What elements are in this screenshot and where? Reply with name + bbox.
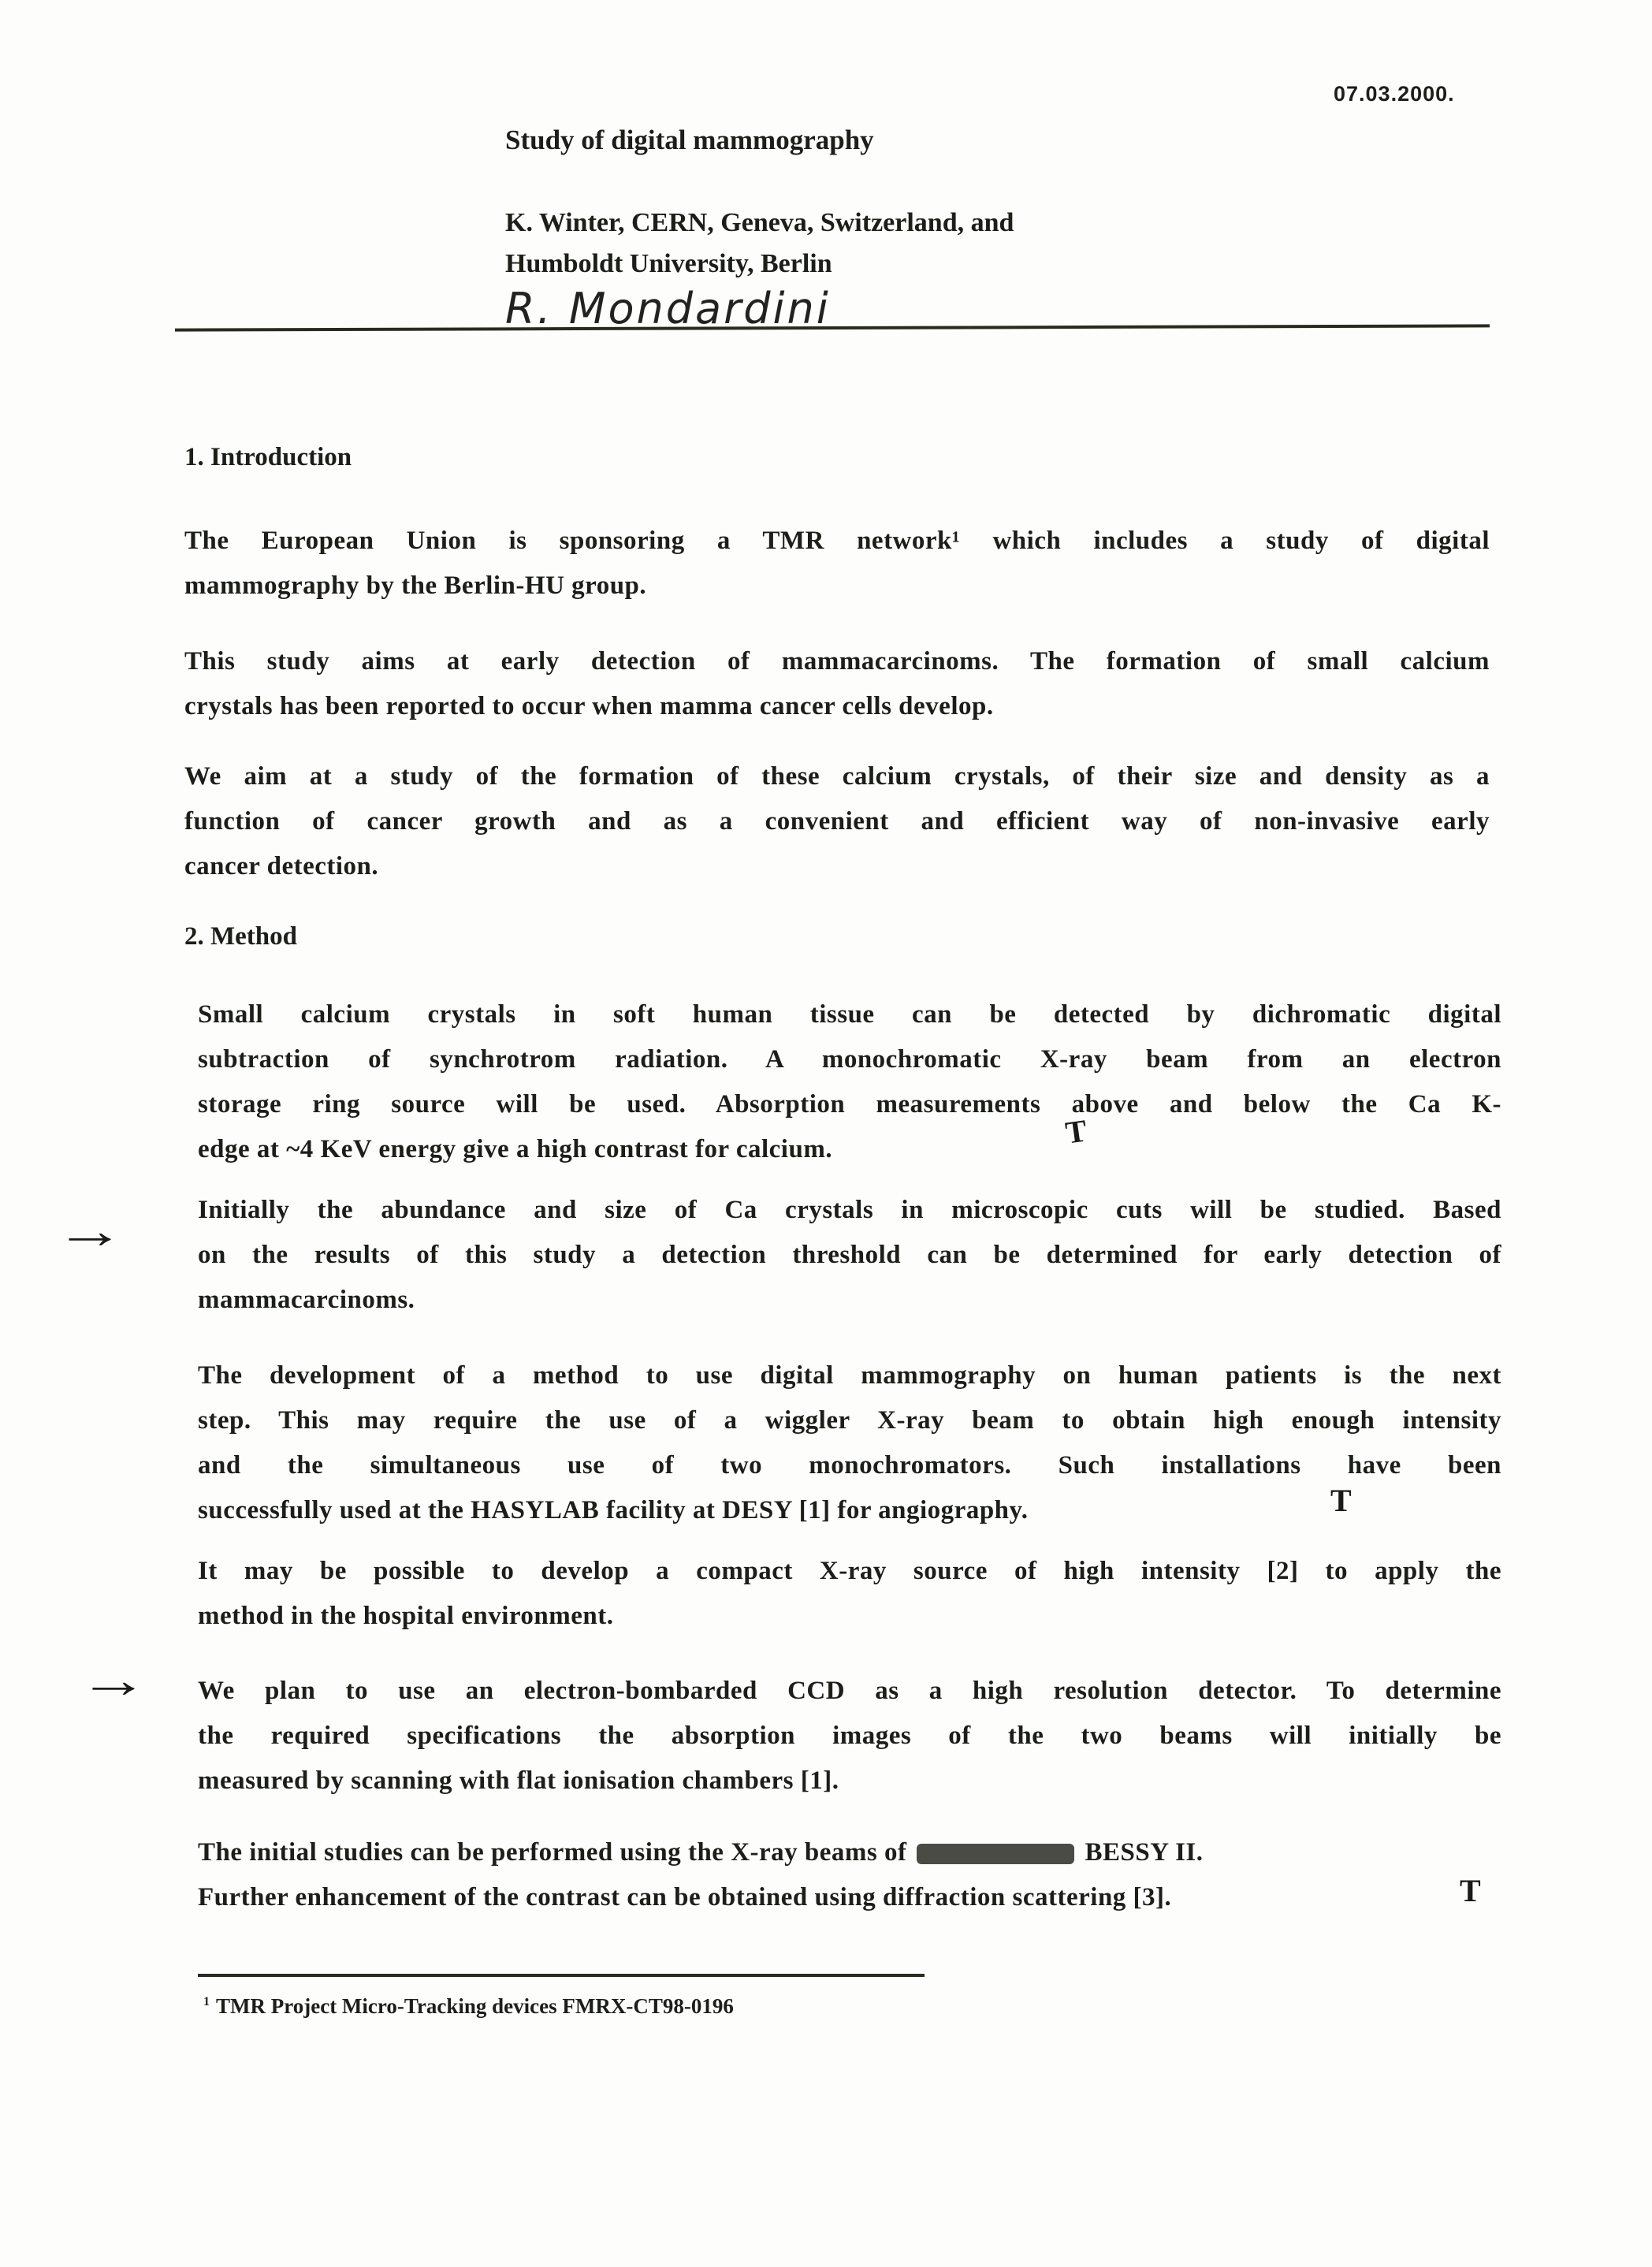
text-line: and the simultaneous use of two monochromators. Such installations have been xyxy=(198,1451,1501,1480)
text-line: We plan to use an electron-bombarded CCD as a high resolution detector. To determine xyxy=(198,1677,1501,1705)
footnote xyxy=(203,1994,734,2019)
text-line: The development of a method to use digital mammography on human patients is the next xyxy=(198,1361,1501,1390)
section-heading-method: 2. Method xyxy=(184,922,297,951)
text-line: method in the hospital environment. xyxy=(198,1602,614,1630)
section-heading-introduction: 1. Introduction xyxy=(184,443,352,471)
text-segment: The initial studies can be performed using the X-ray beams of xyxy=(198,1838,907,1867)
text-line: It may be possible to develop a compact X-ray source of high intensity [2] to apply the xyxy=(198,1557,1501,1585)
text-line: The European Union is sponsoring a TMR network¹ which includes a study of digital xyxy=(184,527,1490,555)
t-margin-mark: T xyxy=(1062,1112,1089,1151)
text-line: storage ring source will be used. Absorption measurements above and below the Ca K- xyxy=(198,1090,1501,1119)
text-line: on the results of this study a detection threshold can be determined for early detection of xyxy=(198,1241,1501,1269)
footnote-marker: 1 xyxy=(203,1995,210,2008)
handwritten-name: R. Mondardini xyxy=(505,284,831,333)
text-line: mammacarcinoms. xyxy=(198,1286,415,1314)
paragraph xyxy=(184,519,1490,609)
text-line: This study aims at early detection of mammacarcinoms. The formation of small calcium xyxy=(184,647,1490,676)
arrow-margin-mark: → xyxy=(54,1203,125,1259)
text-line xyxy=(198,1830,1501,1875)
paragraph xyxy=(184,639,1490,729)
text-line: cancer detection. xyxy=(184,852,379,880)
text-line: edge at ~4 KeV energy give a high contrast for calcium. xyxy=(198,1135,833,1163)
paragraph xyxy=(198,1669,1501,1804)
paragraph xyxy=(198,1188,1501,1323)
author-line: K. Winter, CERN, Geneva, Switzerland, and xyxy=(505,208,1014,237)
strikethrough-scribble xyxy=(917,1844,1074,1864)
paragraph xyxy=(198,1549,1501,1639)
t-margin-mark: T xyxy=(1330,1483,1352,1518)
document-title: Study of digital mammography xyxy=(505,125,874,155)
author-line: Humboldt University, Berlin xyxy=(505,249,832,278)
text-line: subtraction of synchrotrom radiation. A monochromatic X-ray beam from an electron xyxy=(198,1045,1501,1074)
paragraph xyxy=(198,992,1501,1172)
paragraph xyxy=(184,754,1490,889)
text-line: measured by scanning with flat ionisation chambers [1]. xyxy=(198,1766,839,1795)
footnote-text: TMR Project Micro-Tracking devices FMRX-CT98-0196 xyxy=(216,1994,734,2018)
text-line: function of cancer growth and as a convenient and efficient way of non-invasive early xyxy=(184,807,1490,836)
document-date: 07.03.2000. xyxy=(1334,82,1455,106)
text-line: step. This may require the use of a wiggler X-ray beam to obtain high enough intensity xyxy=(198,1406,1501,1435)
text-line: the required specifications the absorption images of the two beams will initially be xyxy=(198,1722,1501,1750)
t-margin-mark: T xyxy=(1460,1873,1481,1908)
paragraph xyxy=(198,1353,1501,1533)
text-segment: BESSY II. xyxy=(1085,1838,1204,1867)
text-line: mammography by the Berlin-HU group. xyxy=(184,571,647,600)
arrow-margin-mark: → xyxy=(78,1652,149,1708)
paragraph xyxy=(198,1830,1501,1920)
text-line: crystals has been reported to occur when mamma cancer cells develop. xyxy=(184,692,994,720)
header-rule xyxy=(175,324,1490,331)
text-line: Small calcium crystals in soft human tissue can be detected by dichromatic digital xyxy=(198,1000,1501,1029)
text-line: successfully used at the HASYLAB facility at DESY [1] for angiography. xyxy=(198,1496,1029,1524)
footnote-rule xyxy=(198,1974,925,1977)
text-line: Further enhancement of the contrast can be obtained using diffraction scattering [3]. xyxy=(198,1883,1172,1912)
text-line: Initially the abundance and size of Ca crystals in microscopic cuts will be studied. Based xyxy=(198,1196,1501,1224)
text-line: We aim at a study of the formation of these calcium crystals, of their size and density as a xyxy=(184,762,1490,791)
